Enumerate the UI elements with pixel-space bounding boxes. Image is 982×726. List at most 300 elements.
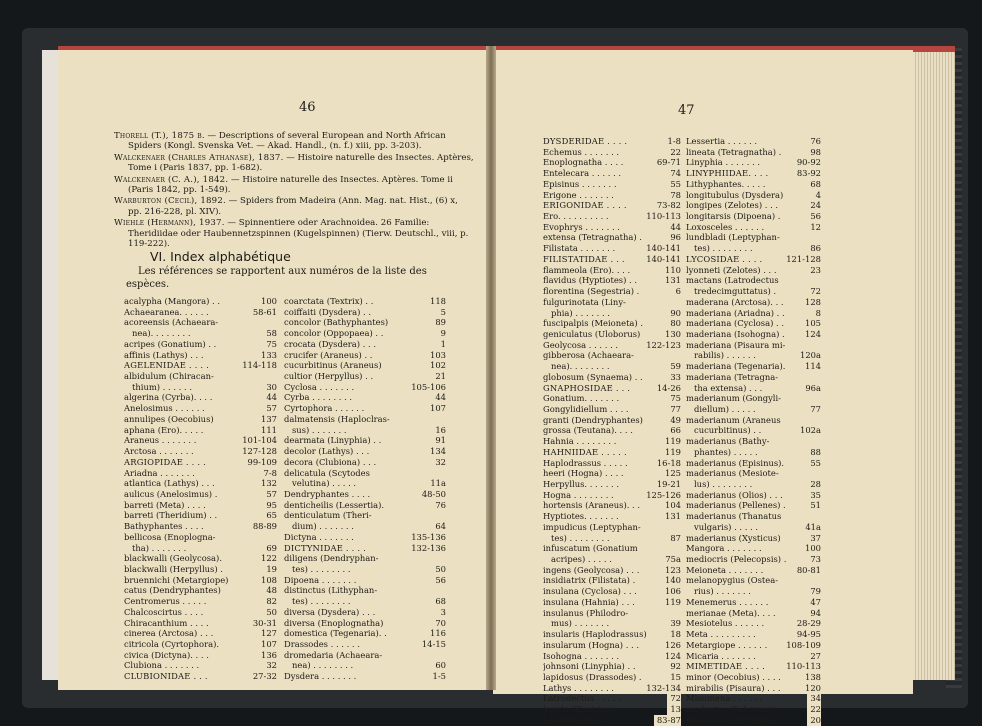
index-entry	[543, 243, 681, 254]
index-term: Dysdera . . . . . . .	[284, 671, 357, 682]
index-number: 78	[667, 190, 681, 201]
index-number: 68	[807, 179, 821, 190]
index-term: flammeola (Ero). . . .	[543, 264, 631, 275]
index-entry	[543, 222, 681, 233]
index-number: 131	[662, 275, 681, 286]
index-term: impudicus (Leptyphan-	[543, 521, 641, 532]
index-term: Lithyphantes. . . . .	[686, 178, 766, 189]
index-number: 108-109	[783, 640, 821, 651]
index-entry	[543, 715, 681, 726]
index-entry	[543, 500, 681, 511]
index-number: 20	[807, 715, 821, 726]
index-term: coarctata (Textrix) . .	[284, 296, 374, 306]
index-number: 76	[807, 136, 821, 147]
index-term: velutina) . . . . .	[292, 478, 357, 489]
index-number: 65	[263, 510, 277, 521]
index-term: Hyptiotes. . . . . . .	[543, 511, 619, 522]
index-term: Ariadna . . . . . . .	[124, 467, 195, 478]
index-number: 73-82	[654, 200, 681, 211]
index-number: 59	[667, 361, 681, 372]
index-number: 7-8	[261, 468, 278, 479]
index-term: mus) . . . . . . .	[551, 618, 610, 629]
index-entry	[686, 329, 821, 340]
index-entry	[686, 415, 821, 426]
index-entry	[686, 372, 821, 383]
index-term: diversa (Dysdera) . . .	[284, 606, 376, 617]
index-entry	[284, 532, 446, 543]
index-term: HAHNIIDAE . . . . .	[543, 446, 627, 457]
index-term: insulana (Cyclosa) . . .	[543, 586, 637, 597]
index-term: Echemus . . . . . . .	[543, 146, 620, 157]
index-number: 122	[258, 553, 277, 564]
index-entry	[686, 211, 821, 222]
index-entry	[284, 296, 446, 307]
index-number: 32	[263, 660, 277, 671]
index-entry	[284, 671, 446, 682]
index-entry	[686, 275, 821, 286]
index-number: 107	[258, 639, 277, 650]
index-number: 23	[807, 265, 821, 276]
reference-text: — Spiders from Madeira (Ann. Mag. nat. Hist., (6) x, pp. 216-228, pl. XIV).	[128, 196, 458, 217]
index-term: decolor (Lathys) . . .	[284, 446, 370, 457]
index-entry	[686, 586, 821, 597]
index-term: blackwalli (Geolycosa).	[124, 553, 222, 564]
index-number: 108	[258, 575, 277, 586]
index-number: 58	[263, 328, 277, 339]
index-number: 119	[662, 436, 681, 447]
index-entry	[686, 190, 821, 201]
index-entry	[124, 468, 277, 479]
index-entry	[686, 404, 821, 415]
index-number: 138	[802, 672, 821, 683]
index-entry	[686, 147, 821, 158]
index-term: globosum (Synaema) . .	[543, 371, 643, 382]
index-entry	[284, 350, 446, 361]
index-term: GNAPHOSIDAE . . .	[543, 382, 631, 393]
index-entry	[686, 683, 821, 694]
index-number: 103	[427, 350, 446, 361]
index-entry	[284, 500, 446, 511]
index-entry	[284, 607, 446, 618]
index-term: fulgurinotata (Liny-	[543, 296, 626, 307]
index-term: phia) . . . . . . .	[551, 307, 610, 318]
index-entry	[686, 436, 821, 447]
index-term: civica (Dictyna). . . .	[124, 649, 209, 660]
index-term: acoreensis (Achaeara-	[124, 317, 219, 328]
index-term: mirabilis (Pisaura) . . .	[686, 682, 781, 693]
index-number: 44	[263, 392, 277, 403]
index-term: diversa (Enoplognatha)	[284, 617, 384, 628]
index-number: 124	[662, 651, 681, 662]
index-term: crocata (Dysdera) . . .	[284, 338, 377, 349]
index-term: cucurbitinus) . .	[694, 425, 762, 436]
book-gutter	[486, 46, 496, 690]
index-term: Linyphia . . . . . . .	[686, 157, 761, 168]
index-term: modestus (Echemus) . .	[686, 704, 786, 715]
index-number: 14-26	[654, 383, 681, 394]
index-entry	[124, 671, 277, 682]
index-column-right-2	[686, 136, 821, 726]
index-term: albidulum (Chiracan-	[124, 371, 214, 382]
index-entry	[284, 478, 446, 489]
index-entry	[124, 317, 277, 328]
index-entry	[686, 458, 821, 469]
index-entry	[543, 211, 681, 222]
index-entry	[124, 350, 277, 361]
index-entry	[284, 564, 446, 575]
index-term: tha) . . . . . . .	[132, 542, 187, 553]
index-number: 82	[263, 596, 277, 607]
index-number: 119	[662, 447, 681, 458]
index-entry	[686, 168, 821, 179]
index-term: Meioneta . . . . . . .	[686, 564, 764, 575]
index-number: 48-50	[419, 489, 446, 500]
index-entry	[124, 457, 277, 468]
index-entry	[284, 360, 446, 371]
index-term: citricola (Cyrtophora).	[124, 639, 220, 649]
index-term: Micaria . . . . . . .	[686, 650, 756, 661]
index-number: 28	[807, 479, 821, 490]
index-entry	[686, 340, 821, 351]
index-term: sus) . . . . . . .	[292, 424, 347, 435]
index-entry	[686, 265, 821, 276]
index-number: 132-134	[643, 683, 681, 694]
index-entry	[543, 629, 681, 640]
index-number: 77	[807, 404, 821, 415]
index-entry	[284, 628, 446, 639]
index-number: 83-92	[794, 168, 821, 179]
right-page-stack-top	[913, 46, 955, 52]
index-term: heeri (Hogna) . . . .	[543, 468, 624, 479]
index-number: 47	[807, 597, 821, 608]
index-number: 90-92	[794, 157, 821, 168]
index-entry	[124, 510, 277, 521]
index-entry	[543, 157, 681, 168]
index-term: lepida (Zimirina) . . .	[543, 704, 631, 715]
index-number: 32	[432, 457, 446, 468]
index-number: 80-81	[794, 565, 821, 576]
index-term: lineata (Tetragnatha) .	[686, 146, 782, 157]
index-number: 131	[662, 511, 681, 522]
index-number: 33	[667, 372, 681, 383]
index-entry	[124, 618, 277, 629]
index-number: 13	[667, 704, 681, 715]
index-term: Chiracanthium . . . .	[124, 617, 209, 628]
index-entry	[543, 383, 681, 394]
index-entry	[543, 200, 681, 211]
index-term: acalypha (Mangora) . .	[124, 296, 221, 306]
reference-entry	[114, 175, 474, 196]
index-term: bruennichi (Metargiope)	[124, 574, 229, 585]
index-number: 18	[667, 629, 681, 640]
index-entry	[686, 232, 821, 243]
index-term: blackwalli (Herpyllus) .	[124, 563, 223, 574]
index-term: Dipoena . . . . . . .	[284, 574, 357, 585]
index-term: affinis (Lathys) . . .	[124, 349, 204, 360]
index-entry	[124, 553, 277, 564]
index-entry	[284, 328, 446, 339]
index-entry	[543, 393, 681, 404]
index-term: tredecimguttatus) .	[694, 286, 777, 297]
reference-text: — Descriptions of several European and North African Spiders (Kongl. Svenska Vet. — Akad. Handl., (n. f.) xiii, pp. 3-203).	[128, 131, 446, 152]
index-number: 19-21	[654, 479, 681, 490]
index-entry	[543, 286, 681, 297]
index-entry	[686, 383, 821, 394]
index-term: barreti (Theridium) . .	[124, 510, 218, 521]
index-term: Chalcoscirtus . . . .	[124, 606, 204, 617]
index-entry	[543, 640, 681, 651]
index-term: diligens (Dendryphan-	[284, 553, 379, 564]
index-number: 55	[807, 458, 821, 469]
index-number: 136	[258, 650, 277, 661]
index-term: thium) . . . . . .	[132, 381, 192, 392]
index-term: Cyrtophora . . . . . .	[284, 403, 365, 414]
index-term: Lathys . . . . . . . .	[543, 682, 614, 693]
index-term: Cyrba . . . . . . . .	[284, 392, 353, 403]
index-entry	[284, 596, 446, 607]
index-number: 121-128	[783, 254, 821, 265]
index-term: catus (Dendryphantes)	[124, 585, 221, 596]
index-number: 101-104	[239, 435, 277, 446]
index-number: 102	[427, 360, 446, 371]
index-entry	[284, 371, 446, 382]
index-entry	[124, 660, 277, 671]
index-term: Gongylidiellum . . . .	[543, 403, 629, 414]
index-term: Enoplognatha . . . .	[543, 157, 624, 168]
index-number: 21	[432, 371, 446, 382]
index-term: geniculatus (Uloborus)	[543, 328, 641, 339]
index-entry	[284, 403, 446, 414]
index-entry	[284, 468, 446, 479]
index-term: gibberosa (Achaeara-	[543, 350, 634, 361]
index-term: barreti (Meta) . . . .	[124, 499, 206, 510]
index-number: 27-32	[250, 671, 277, 682]
index-number: 19	[263, 564, 277, 575]
index-entry	[124, 296, 277, 307]
index-number: 64	[432, 521, 446, 532]
index-term: acripes) . . . . .	[551, 554, 612, 565]
index-entry	[124, 521, 277, 532]
index-entry	[686, 575, 821, 586]
index-term: tes) . . . . . . . .	[551, 532, 610, 543]
index-entry	[543, 651, 681, 662]
index-term: hortensis (Araneus). . .	[543, 500, 641, 511]
index-entry	[543, 458, 681, 469]
index-term: infuscatum (Gonatium	[543, 543, 638, 554]
index-number: 58-61	[250, 307, 277, 318]
index-term: Geolycosa . . . . . .	[543, 339, 619, 350]
index-number: 5	[438, 307, 446, 318]
index-entry	[686, 350, 821, 361]
index-term: Filistata . . . . . . .	[543, 243, 616, 254]
index-entry	[124, 650, 277, 661]
index-entry	[543, 308, 681, 319]
index-entry	[543, 372, 681, 383]
index-entry	[543, 575, 681, 586]
index-number: 100	[258, 296, 277, 307]
index-number: 51	[807, 500, 821, 511]
index-entry	[124, 435, 277, 446]
index-term: maderianus (Olios) . . .	[686, 489, 783, 500]
index-number: 105-106	[408, 382, 446, 393]
index-entry	[124, 564, 277, 575]
index-number: 98	[807, 147, 821, 158]
index-term: Haplodrassus . . . . .	[543, 457, 628, 468]
index-number: 110	[662, 265, 681, 276]
index-entry	[543, 597, 681, 608]
index-number: 110-113	[643, 211, 681, 222]
index-number: 89	[432, 317, 446, 328]
index-number: 135-136	[408, 532, 446, 543]
index-term: nea). . . . . . . .	[132, 328, 191, 339]
index-number: 80	[667, 318, 681, 329]
reference-entry	[114, 131, 474, 152]
index-number: 48	[263, 585, 277, 596]
index-term: Mesiotelus . . . . . .	[686, 618, 765, 629]
index-term: Ero. . . . . . . . . .	[543, 211, 609, 222]
index-number: 140-141	[643, 243, 681, 254]
index-entry	[543, 318, 681, 329]
index-entry	[124, 478, 277, 489]
index-number: 35	[807, 490, 821, 501]
index-number: 104	[662, 500, 681, 511]
index-number: 37	[807, 533, 821, 544]
index-entry	[124, 575, 277, 586]
index-term: Hogna . . . . . . . .	[543, 489, 614, 500]
index-entry	[543, 533, 681, 544]
index-entry	[686, 597, 821, 608]
index-term: Mangora . . . . . . .	[686, 543, 762, 554]
index-term: grossa (Teutana). . . .	[543, 425, 633, 436]
index-entry	[284, 489, 446, 500]
index-term: Dictyna . . . . . . .	[284, 531, 354, 542]
index-term: diellum) . . . . .	[694, 403, 756, 414]
index-number: 124	[802, 329, 821, 340]
index-number: 114-118	[239, 360, 277, 371]
reference-text: — Spinnentiere oder Arachnoidea. 26 Familie: Theridiidae oder Haubennetzspinnen (Kugelspinnen) (Tierw. Deutschl., viii, p. 119-222).	[128, 218, 469, 250]
index-entry	[686, 179, 821, 190]
index-entry	[686, 554, 821, 565]
index-entry	[284, 618, 446, 629]
index-number: 106	[662, 586, 681, 597]
index-term: nea) . . . . . . . .	[292, 660, 354, 671]
index-term: Isohogna . . . . . . .	[543, 650, 620, 661]
index-number: 44	[667, 222, 681, 233]
index-term: maderianus (Thanatus	[686, 511, 782, 522]
index-term: Menemerus . . . . . .	[686, 596, 769, 607]
index-number: 137	[258, 414, 277, 425]
index-number: 126	[662, 640, 681, 651]
index-term: Erigone . . . . . . .	[543, 189, 614, 200]
index-entry	[686, 715, 821, 726]
index-term: crucifer (Araneus) . .	[284, 349, 373, 360]
index-number: 8	[813, 308, 821, 319]
index-number: 102a	[797, 425, 821, 436]
index-number: 132	[258, 478, 277, 489]
index-number: 22	[667, 147, 681, 158]
index-number: 69	[263, 543, 277, 554]
index-number: 66	[667, 425, 681, 436]
index-entry	[686, 425, 821, 436]
index-number: 12	[807, 222, 821, 233]
index-entry	[686, 157, 821, 168]
page-number-left: 46	[299, 100, 316, 115]
index-term: mediocris (Pelecopsis) .	[686, 554, 787, 565]
index-entry	[124, 382, 277, 393]
index-term: Bathyphantes . . . .	[124, 521, 204, 532]
index-entry	[543, 608, 681, 619]
reference-author: Walckenaer (C. A.), 1842.	[114, 174, 229, 185]
index-number: 6	[673, 286, 681, 297]
index-entry	[543, 704, 681, 715]
index-entry	[543, 361, 681, 372]
index-number: 128	[802, 297, 821, 308]
index-number: 9	[438, 328, 446, 339]
index-entry	[284, 510, 446, 521]
index-term: longipes (Zelotes) . . .	[686, 200, 779, 211]
index-number: 16	[432, 425, 446, 436]
index-term: distinctus (Lithyphan-	[284, 585, 378, 596]
index-entry	[543, 415, 681, 426]
index-number: 30-31	[250, 618, 277, 629]
index-number: 114	[802, 361, 821, 372]
index-number: 127-128	[239, 446, 277, 457]
index-entry	[543, 554, 681, 565]
page-number-right: 47	[678, 103, 695, 118]
index-term: fuscipalpis (Meioneta) .	[543, 318, 644, 329]
index-number: 127	[258, 628, 277, 639]
index-term: johnsoni (Linyphia) . .	[543, 661, 636, 672]
index-number: 75a	[662, 554, 681, 565]
index-entry	[543, 147, 681, 158]
reference-author: Walckenaer (Charles Athanase), 1837.	[114, 152, 284, 163]
index-term: concolor (Oppopaea) . .	[284, 328, 384, 339]
index-number: 118	[427, 296, 446, 307]
index-term: atlantica (Lathys) . . .	[124, 478, 215, 489]
index-column-left-2	[284, 296, 446, 682]
index-entry	[543, 136, 681, 147]
index-entry	[124, 392, 277, 403]
index-entry	[543, 543, 681, 554]
index-term: cinerea (Arctosa) . . .	[124, 628, 214, 639]
index-entry	[284, 382, 446, 393]
index-number: 57	[263, 403, 277, 414]
index-term: LINYPHIIDAE. . . .	[686, 168, 769, 179]
index-number: 3	[438, 607, 446, 618]
index-entry	[284, 446, 446, 457]
index-number: 77	[667, 404, 681, 415]
index-entry	[686, 629, 821, 640]
index-entry	[284, 553, 446, 564]
index-number: 100	[802, 543, 821, 554]
index-entry	[543, 232, 681, 243]
index-term: maderiana (Ariadna) . .	[686, 307, 785, 318]
index-number: 94	[807, 608, 821, 619]
index-entry	[543, 329, 681, 340]
index-number: 83-87	[654, 715, 681, 726]
index-entry	[124, 596, 277, 607]
index-number: 24	[807, 200, 821, 211]
index-term: nea). . . . . . . .	[551, 361, 610, 372]
index-number: 99-109	[245, 457, 277, 468]
index-column-left-1	[124, 296, 277, 682]
index-number: 4	[813, 190, 821, 201]
index-entry	[543, 265, 681, 276]
index-term: Centromerus . . . . .	[124, 596, 207, 607]
index-entry	[124, 607, 277, 618]
index-entry	[543, 490, 681, 501]
index-number: 68	[432, 596, 446, 607]
